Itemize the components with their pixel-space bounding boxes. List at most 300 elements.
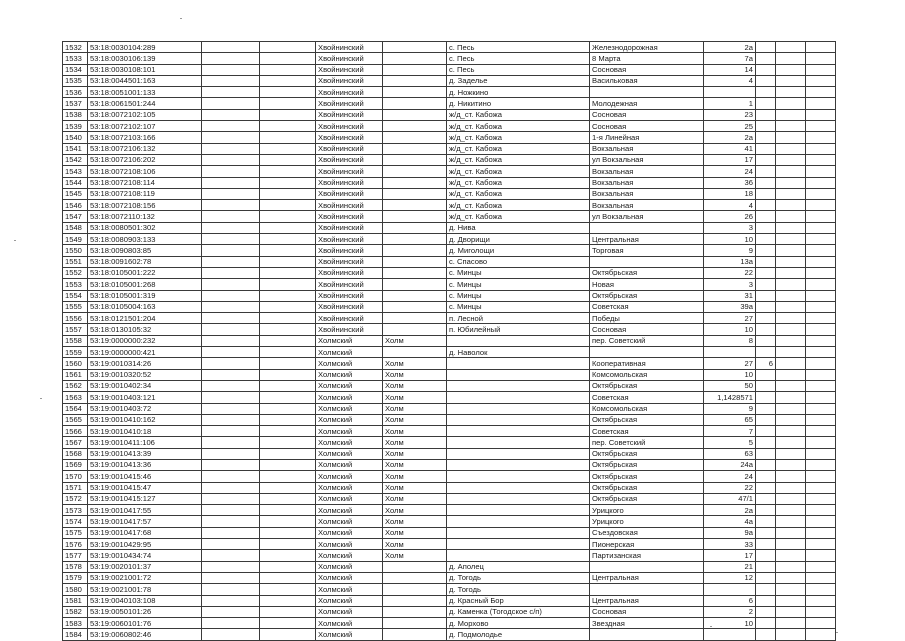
town-cell [383, 154, 447, 165]
col-k-cell [776, 335, 806, 346]
col-l-cell [806, 606, 836, 617]
district-cell: Хвойнинский [316, 53, 383, 64]
town-cell [383, 561, 447, 572]
house-cell: 23 [704, 109, 756, 120]
col-d-cell [260, 403, 316, 414]
col-k-cell [776, 222, 806, 233]
settlement-cell: д. Ножкино [447, 87, 590, 98]
street-cell: Урицкого [590, 505, 704, 516]
col-c-cell [202, 335, 260, 346]
district-cell: Хвойнинский [316, 279, 383, 290]
row-number-cell: 1571 [63, 482, 88, 493]
col-d-cell [260, 109, 316, 120]
district-cell: Холмский [316, 459, 383, 470]
row-number-cell: 1575 [63, 527, 88, 538]
district-cell: Холмский [316, 572, 383, 583]
district-cell: Хвойнинский [316, 301, 383, 312]
district-cell: Хвойнинский [316, 98, 383, 109]
table-row [63, 324, 836, 335]
flat-cell [756, 245, 776, 256]
col-c-cell [202, 358, 260, 369]
table-row [63, 245, 836, 256]
house-cell: 14 [704, 64, 756, 75]
row-number-cell: 1533 [63, 53, 88, 64]
cadastral-number-cell: 53:18:0030106:139 [88, 53, 202, 64]
settlement-cell: ж/д_ст. Кабожа [447, 143, 590, 154]
col-k-cell [776, 64, 806, 75]
town-cell [383, 290, 447, 301]
table-row [63, 459, 836, 470]
table-row [63, 572, 836, 583]
district-cell: Холмский [316, 471, 383, 482]
flat-cell [756, 75, 776, 86]
district-cell: Холмский [316, 527, 383, 538]
cadastral-number-cell: 53:19:0010417:68 [88, 527, 202, 538]
table-row [63, 75, 836, 86]
district-cell: Хвойнинский [316, 64, 383, 75]
table-row [63, 629, 836, 640]
col-l-cell [806, 313, 836, 324]
col-d-cell [260, 516, 316, 527]
row-number-cell: 1538 [63, 109, 88, 120]
col-l-cell [806, 222, 836, 233]
town-cell: Холм [383, 392, 447, 403]
row-number-cell: 1553 [63, 279, 88, 290]
district-cell: Холмский [316, 482, 383, 493]
row-number-cell: 1536 [63, 87, 88, 98]
col-k-cell [776, 75, 806, 86]
col-l-cell [806, 414, 836, 425]
settlement-cell: ж/д_ст. Кабожа [447, 132, 590, 143]
street-cell: Сосновая [590, 606, 704, 617]
street-cell: Вокзальная [590, 143, 704, 154]
district-cell: Хвойнинский [316, 222, 383, 233]
col-d-cell [260, 301, 316, 312]
col-d-cell [260, 245, 316, 256]
col-k-cell [776, 482, 806, 493]
street-cell: 1-я Линейная [590, 132, 704, 143]
district-cell: Холмский [316, 426, 383, 437]
flat-cell [756, 493, 776, 504]
col-d-cell [260, 324, 316, 335]
cadastral-number-cell: 53:18:0030104:289 [88, 42, 202, 53]
flat-cell [756, 448, 776, 459]
settlement-cell: д. Миголощи [447, 245, 590, 256]
table-row [63, 550, 836, 561]
district-cell: Хвойнинский [316, 154, 383, 165]
col-d-cell [260, 279, 316, 290]
col-l-cell [806, 143, 836, 154]
col-d-cell [260, 414, 316, 425]
town-cell [383, 87, 447, 98]
cadastral-number-cell: 53:19:0010403:121 [88, 392, 202, 403]
flat-cell [756, 572, 776, 583]
street-cell: Звездная [590, 618, 704, 629]
flat-cell [756, 143, 776, 154]
col-l-cell [806, 279, 836, 290]
address-register-table [62, 41, 836, 641]
table-row [63, 493, 836, 504]
town-cell: Холм [383, 358, 447, 369]
col-d-cell [260, 482, 316, 493]
district-cell: Хвойнинский [316, 188, 383, 199]
col-c-cell [202, 121, 260, 132]
table-row [63, 64, 836, 75]
flat-cell [756, 290, 776, 301]
street-cell [590, 347, 704, 358]
town-cell [383, 267, 447, 278]
district-cell: Холмский [316, 550, 383, 561]
cadastral-number-cell: 53:19:0060802:46 [88, 629, 202, 640]
col-d-cell [260, 64, 316, 75]
flat-cell [756, 324, 776, 335]
flat-cell [756, 618, 776, 629]
district-cell: Холмский [316, 448, 383, 459]
row-number-cell: 1572 [63, 493, 88, 504]
table-row [63, 42, 836, 53]
settlement-cell: ж/д_ст. Кабожа [447, 177, 590, 188]
col-c-cell [202, 414, 260, 425]
cadastral-number-cell: 53:18:0072108:156 [88, 200, 202, 211]
col-k-cell [776, 109, 806, 120]
table-row [63, 87, 836, 98]
row-number-cell: 1579 [63, 572, 88, 583]
col-l-cell [806, 561, 836, 572]
settlement-cell [447, 358, 590, 369]
district-cell: Хвойнинский [316, 211, 383, 222]
col-k-cell [776, 121, 806, 132]
house-cell: 18 [704, 188, 756, 199]
street-cell [590, 256, 704, 267]
col-l-cell [806, 109, 836, 120]
col-c-cell [202, 347, 260, 358]
settlement-cell: с. Спасово [447, 256, 590, 267]
flat-cell [756, 380, 776, 391]
col-d-cell [260, 539, 316, 550]
col-c-cell [202, 245, 260, 256]
town-cell: Холм [383, 437, 447, 448]
cadastral-number-cell: 53:18:0105001:319 [88, 290, 202, 301]
flat-cell [756, 414, 776, 425]
cadastral-number-cell: 53:18:0105001:222 [88, 267, 202, 278]
house-cell: 39а [704, 301, 756, 312]
scan-speck [710, 626, 712, 627]
district-cell: Хвойнинский [316, 324, 383, 335]
cadastral-number-cell: 53:18:0030108:101 [88, 64, 202, 75]
flat-cell [756, 539, 776, 550]
col-d-cell [260, 550, 316, 561]
row-number-cell: 1543 [63, 166, 88, 177]
settlement-cell: д. Красный Бор [447, 595, 590, 606]
col-l-cell [806, 584, 836, 595]
col-k-cell [776, 618, 806, 629]
cadastral-number-cell: 53:19:0021001:78 [88, 584, 202, 595]
street-cell: Октябрьская [590, 482, 704, 493]
house-cell: 36 [704, 177, 756, 188]
col-k-cell [776, 606, 806, 617]
cadastral-number-cell: 53:19:0010434:74 [88, 550, 202, 561]
cadastral-number-cell: 53:19:0010415:127 [88, 493, 202, 504]
col-d-cell [260, 211, 316, 222]
flat-cell [756, 335, 776, 346]
col-c-cell [202, 42, 260, 53]
town-cell [383, 211, 447, 222]
col-k-cell [776, 279, 806, 290]
settlement-cell [447, 505, 590, 516]
street-cell: Октябрьская [590, 448, 704, 459]
house-cell: 63 [704, 448, 756, 459]
street-cell: Октябрьская [590, 267, 704, 278]
col-c-cell [202, 188, 260, 199]
street-cell: Железнодорожная [590, 42, 704, 53]
col-l-cell [806, 75, 836, 86]
street-cell: Победы [590, 313, 704, 324]
col-d-cell [260, 527, 316, 538]
table-row [63, 143, 836, 154]
house-cell: 2а [704, 132, 756, 143]
town-cell [383, 64, 447, 75]
col-d-cell [260, 606, 316, 617]
house-cell [704, 629, 756, 640]
settlement-cell: д. Нива [447, 222, 590, 233]
col-d-cell [260, 222, 316, 233]
col-l-cell [806, 426, 836, 437]
town-cell [383, 347, 447, 358]
cadastral-number-cell: 53:19:0010410:18 [88, 426, 202, 437]
col-k-cell [776, 53, 806, 64]
col-l-cell [806, 64, 836, 75]
settlement-cell: с. Минцы [447, 279, 590, 290]
col-l-cell [806, 245, 836, 256]
town-cell: Холм [383, 482, 447, 493]
house-cell: 10 [704, 369, 756, 380]
table-row [63, 290, 836, 301]
col-k-cell [776, 132, 806, 143]
settlement-cell: д. Аполец [447, 561, 590, 572]
cadastral-number-cell: 53:18:0072106:132 [88, 143, 202, 154]
house-cell: 17 [704, 550, 756, 561]
row-number-cell: 1557 [63, 324, 88, 335]
col-l-cell [806, 211, 836, 222]
row-number-cell: 1573 [63, 505, 88, 516]
table-row [63, 584, 836, 595]
flat-cell [756, 53, 776, 64]
street-cell [590, 222, 704, 233]
row-number-cell: 1541 [63, 143, 88, 154]
col-l-cell [806, 380, 836, 391]
flat-cell [756, 505, 776, 516]
table-row [63, 561, 836, 572]
flat-cell [756, 482, 776, 493]
col-l-cell [806, 516, 836, 527]
col-c-cell [202, 606, 260, 617]
row-number-cell: 1546 [63, 200, 88, 211]
house-cell: 33 [704, 539, 756, 550]
settlement-cell [447, 482, 590, 493]
row-number-cell: 1547 [63, 211, 88, 222]
col-c-cell [202, 380, 260, 391]
table-row [63, 132, 836, 143]
flat-cell [756, 166, 776, 177]
col-k-cell [776, 505, 806, 516]
cadastral-number-cell: 53:19:0010417:55 [88, 505, 202, 516]
col-d-cell [260, 629, 316, 640]
settlement-cell [447, 335, 590, 346]
row-number-cell: 1578 [63, 561, 88, 572]
col-c-cell [202, 550, 260, 561]
street-cell: Съездовская [590, 527, 704, 538]
table-row [63, 166, 836, 177]
flat-cell [756, 42, 776, 53]
house-cell: 41 [704, 143, 756, 154]
town-cell [383, 166, 447, 177]
town-cell [383, 629, 447, 640]
table-row [63, 595, 836, 606]
street-cell: Вокзальная [590, 166, 704, 177]
district-cell: Холмский [316, 335, 383, 346]
col-l-cell [806, 347, 836, 358]
street-cell: Вокзальная [590, 200, 704, 211]
cadastral-number-cell: 53:19:0010403:72 [88, 403, 202, 414]
town-cell [383, 256, 447, 267]
col-d-cell [260, 493, 316, 504]
table-row [63, 211, 836, 222]
cadastral-number-cell: 53:19:0021001:72 [88, 572, 202, 583]
house-cell: 27 [704, 313, 756, 324]
flat-cell [756, 392, 776, 403]
col-l-cell [806, 550, 836, 561]
col-l-cell [806, 267, 836, 278]
settlement-cell [447, 403, 590, 414]
col-l-cell [806, 87, 836, 98]
col-d-cell [260, 177, 316, 188]
col-d-cell [260, 347, 316, 358]
settlement-cell: с. Минцы [447, 301, 590, 312]
settlement-cell [447, 448, 590, 459]
flat-cell [756, 516, 776, 527]
house-cell: 10 [704, 234, 756, 245]
col-l-cell [806, 629, 836, 640]
street-cell: Сосновая [590, 109, 704, 120]
house-cell: 3 [704, 222, 756, 233]
district-cell: Хвойнинский [316, 143, 383, 154]
col-c-cell [202, 279, 260, 290]
street-cell: Вокзальная [590, 177, 704, 188]
street-cell [590, 629, 704, 640]
col-d-cell [260, 234, 316, 245]
district-cell: Холмский [316, 358, 383, 369]
scan-speck [14, 240, 16, 241]
row-number-cell: 1548 [63, 222, 88, 233]
street-cell: Центральная [590, 572, 704, 583]
row-number-cell: 1534 [63, 64, 88, 75]
spreadsheet-page [62, 41, 836, 641]
col-d-cell [260, 42, 316, 53]
cadastral-number-cell: 53:19:0010415:46 [88, 471, 202, 482]
town-cell [383, 75, 447, 86]
col-l-cell [806, 301, 836, 312]
house-cell [704, 87, 756, 98]
house-cell: 27 [704, 358, 756, 369]
town-cell [383, 618, 447, 629]
row-number-cell: 1540 [63, 132, 88, 143]
house-cell: 3 [704, 279, 756, 290]
settlement-cell: с. Песь [447, 53, 590, 64]
settlement-cell [447, 471, 590, 482]
table-row [63, 301, 836, 312]
settlement-cell: д. Тогодь [447, 584, 590, 595]
flat-cell [756, 471, 776, 482]
table-row [63, 256, 836, 267]
cadastral-number-cell: 53:18:0072103:166 [88, 132, 202, 143]
house-cell: 65 [704, 414, 756, 425]
street-cell: Кооперативная [590, 358, 704, 369]
flat-cell [756, 64, 776, 75]
col-d-cell [260, 166, 316, 177]
table-row [63, 618, 836, 629]
town-cell: Холм [383, 448, 447, 459]
row-number-cell: 1535 [63, 75, 88, 86]
col-d-cell [260, 561, 316, 572]
cadastral-number-cell: 53:18:0121501:204 [88, 313, 202, 324]
col-l-cell [806, 188, 836, 199]
col-c-cell [202, 75, 260, 86]
flat-cell [756, 211, 776, 222]
house-cell: 2а [704, 42, 756, 53]
col-c-cell [202, 437, 260, 448]
row-number-cell: 1542 [63, 154, 88, 165]
cadastral-number-cell: 53:18:0072108:114 [88, 177, 202, 188]
street-cell: Советская [590, 392, 704, 403]
flat-cell [756, 595, 776, 606]
row-number-cell: 1576 [63, 539, 88, 550]
col-c-cell [202, 166, 260, 177]
col-c-cell [202, 200, 260, 211]
col-l-cell [806, 437, 836, 448]
col-k-cell [776, 437, 806, 448]
district-cell: Холмский [316, 539, 383, 550]
col-c-cell [202, 584, 260, 595]
flat-cell [756, 98, 776, 109]
col-d-cell [260, 75, 316, 86]
street-cell: Октябрьская [590, 290, 704, 301]
col-d-cell [260, 437, 316, 448]
cadastral-number-cell: 53:18:0061501:244 [88, 98, 202, 109]
district-cell: Хвойнинский [316, 290, 383, 301]
scan-speck [40, 398, 42, 399]
col-k-cell [776, 188, 806, 199]
house-cell: 25 [704, 121, 756, 132]
cadastral-number-cell: 53:18:0044501:163 [88, 75, 202, 86]
district-cell: Хвойнинский [316, 245, 383, 256]
street-cell: Урицкого [590, 516, 704, 527]
flat-cell [756, 234, 776, 245]
col-c-cell [202, 211, 260, 222]
col-c-cell [202, 290, 260, 301]
street-cell: Советская [590, 426, 704, 437]
house-cell: 22 [704, 267, 756, 278]
col-k-cell [776, 516, 806, 527]
table-row [63, 313, 836, 324]
row-number-cell: 1552 [63, 267, 88, 278]
col-c-cell [202, 234, 260, 245]
cadastral-number-cell: 53:18:0080501:302 [88, 222, 202, 233]
table-row [63, 414, 836, 425]
street-cell: ул Вокзальная [590, 154, 704, 165]
street-cell: пер. Советский [590, 335, 704, 346]
street-cell [590, 87, 704, 98]
cadastral-number-cell: 53:19:0010417:57 [88, 516, 202, 527]
